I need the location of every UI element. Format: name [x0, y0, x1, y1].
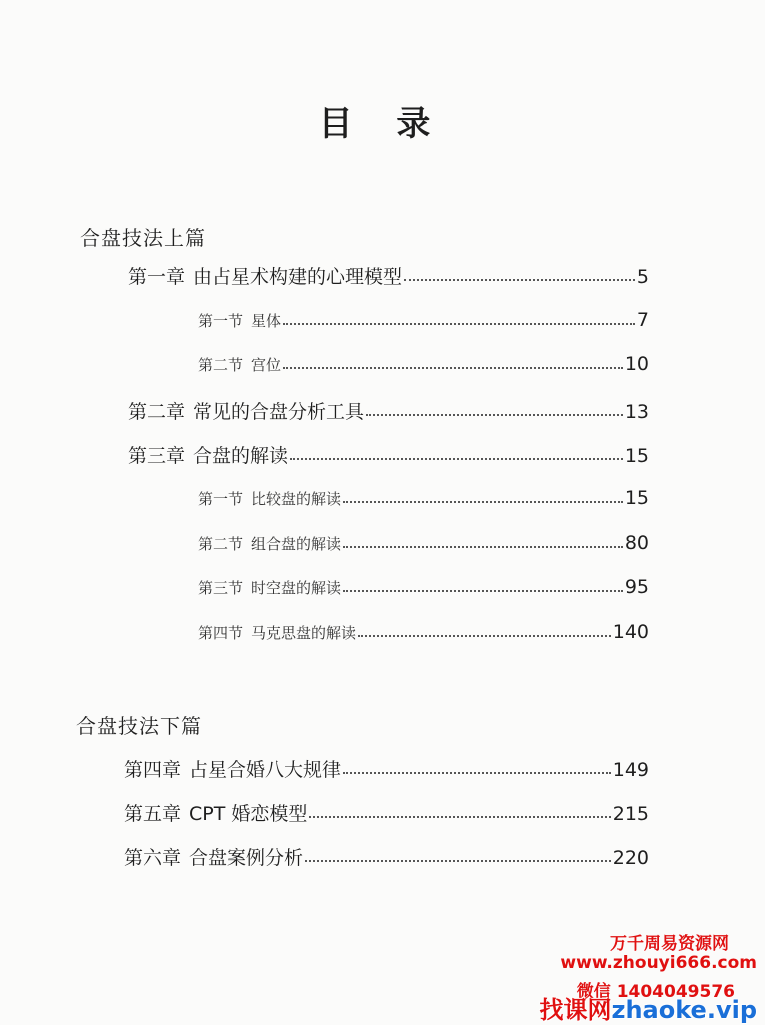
- entry-page: 140: [612, 621, 649, 643]
- dot-leader: [343, 590, 623, 592]
- dot-leader: [283, 323, 635, 325]
- entry-text: 由占星术构建的心理模型: [193, 266, 403, 288]
- entry-text: 宫位: [251, 356, 282, 374]
- toc-entry[interactable]: [128, 441, 649, 468]
- entry-page: 80: [624, 532, 649, 554]
- entry-number: 第一章: [128, 266, 186, 288]
- entry-text: 组合盘的解读: [251, 535, 342, 553]
- toc-entry[interactable]: [124, 755, 649, 782]
- watermark-logo-url: zhaoke.vip: [611, 996, 757, 1024]
- entry-page: 15: [624, 487, 649, 509]
- entry-page: 13: [624, 401, 649, 423]
- entry-number: 第二节: [198, 356, 244, 374]
- entry-page: 15: [624, 445, 649, 467]
- entry-number: 第五章: [124, 803, 182, 825]
- dot-leader: [343, 546, 623, 548]
- toc-title: 目 录: [318, 104, 447, 144]
- dot-leader: [305, 860, 611, 862]
- toc-entry[interactable]: [198, 487, 649, 509]
- dot-leader: [343, 772, 611, 774]
- watermark-wechat: 微信 1404049576: [576, 982, 735, 1002]
- entry-page: 220: [612, 847, 649, 869]
- entry-page: 10: [624, 353, 649, 375]
- toc-entry[interactable]: [198, 621, 649, 643]
- part-heading-2: 合盘技法下篇: [76, 714, 202, 738]
- watermark-url: www.zhouyi666.com: [560, 953, 757, 973]
- entry-number: 第二节: [198, 535, 244, 553]
- toc-entry[interactable]: [198, 309, 649, 331]
- watermark-logo: [540, 990, 758, 1025]
- toc-entry[interactable]: [198, 353, 649, 375]
- dot-leader: [404, 279, 635, 281]
- dot-leader: [309, 816, 610, 818]
- toc-entry[interactable]: [128, 397, 649, 424]
- entry-text: 比较盘的解读: [251, 490, 342, 508]
- toc-entry[interactable]: [124, 799, 649, 826]
- dot-leader: [366, 414, 623, 416]
- entry-number: 第三节: [198, 579, 244, 597]
- dot-leader: [290, 458, 623, 460]
- entry-page: 215: [612, 803, 649, 825]
- part-heading-1: 合盘技法上篇: [80, 226, 206, 250]
- entry-number: 第四节: [198, 624, 244, 642]
- watermark-logo-cn: 找课网: [539, 996, 612, 1024]
- dot-leader: [283, 367, 623, 369]
- toc-entry[interactable]: [198, 576, 649, 598]
- toc-entry[interactable]: [128, 262, 649, 289]
- entry-number: 第二章: [128, 401, 186, 423]
- entry-text: 时空盘的解读: [251, 579, 342, 597]
- entry-text: 常见的合盘分析工具: [193, 401, 365, 423]
- entry-text: 占星合婚八大规律: [189, 759, 342, 781]
- entry-number: 第一节: [198, 312, 244, 330]
- entry-number: 第三章: [128, 445, 186, 467]
- entry-text: CPT 婚恋模型: [189, 803, 308, 825]
- entry-page: 5: [636, 266, 649, 288]
- entry-number: 第一节: [198, 490, 244, 508]
- entry-number: 第四章: [124, 759, 182, 781]
- dot-leader: [343, 501, 623, 503]
- toc-entry[interactable]: [198, 532, 649, 554]
- entry-number: 第六章: [124, 847, 182, 869]
- entry-text: 星体: [251, 312, 282, 330]
- entry-text: 合盘的解读: [193, 445, 289, 467]
- dot-leader: [358, 635, 611, 637]
- entry-text: 马克思盘的解读: [251, 624, 357, 642]
- entry-text: 合盘案例分析: [189, 847, 304, 869]
- entry-page: 95: [624, 576, 649, 598]
- watermark-site-name: 万千周易资源网: [610, 934, 729, 954]
- entry-page: 149: [612, 759, 649, 781]
- toc-entry[interactable]: [124, 843, 649, 870]
- entry-page: 7: [636, 309, 649, 331]
